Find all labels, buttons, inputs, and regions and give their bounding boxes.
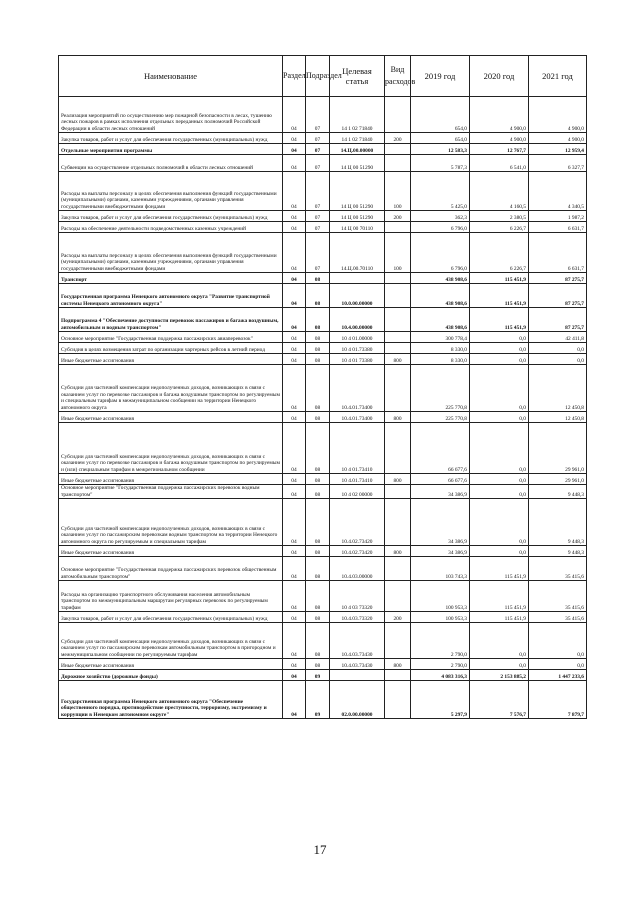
table-row [59, 354, 587, 365]
row-2020-cell: 0,0 [470, 423, 529, 474]
table-row [59, 308, 587, 332]
row-2021-cell: 87 275,7 [529, 284, 587, 308]
row-expense-type-cell [385, 365, 411, 412]
row-2019-cell: 6 796,0 [411, 233, 470, 273]
row-expense-type-cell: 800 [385, 474, 411, 485]
row-name-cell: Субсидии для частичной компенсации недополученных доходов, возникающих в связи с оказанием услуг по перевозке пассажиров и багажа воздушным транспортом по регулируемым и специальным тарифам в межмуниципальном сообщении на территории Ненецкого автономного округа [59, 365, 283, 412]
row-subsection-cell: 07 [306, 233, 330, 273]
row-2021-cell: 7 879,7 [529, 681, 587, 719]
row-section-cell: 04 [283, 144, 306, 155]
row-2019-cell: 34 386,9 [411, 485, 470, 499]
row-expense-type-cell [385, 557, 411, 581]
row-2020-cell: 0,0 [470, 474, 529, 485]
row-subsection-cell: 08 [306, 332, 330, 343]
row-expense-type-cell [385, 273, 411, 284]
page-number: 17 [313, 842, 327, 857]
row-2020-cell: 0,0 [470, 332, 529, 343]
row-target-cell: 10.4.02.73420 [330, 546, 385, 557]
row-2019-cell: 300 778,4 [411, 332, 470, 343]
row-2019-cell: 12 583,3 [411, 144, 470, 155]
row-target-cell: 10.4.03.73320 [330, 612, 385, 623]
row-expense-type-cell [385, 97, 411, 133]
row-2020-cell: 0,0 [470, 659, 529, 670]
row-name-cell: Субсидии для частичной компенсации недополученных доходов, возникающих в связи с оказанием услуг по пассажирским перевозкам автомобильным транспортом в пригородном и межмуниципальном сообщении по регулируемым тарифам [59, 623, 283, 659]
row-section-cell: 04 [283, 581, 306, 612]
row-2019-cell: 5 425,0 [411, 172, 470, 211]
row-section-cell: 04 [283, 343, 306, 354]
row-target-cell: 10 4 01.73380 [330, 343, 385, 354]
row-section-cell: 04 [283, 557, 306, 581]
row-target-cell: 10.4.01.73400 [330, 412, 385, 423]
row-subsection-cell: 08 [306, 557, 330, 581]
row-name-cell: Основное мероприятие "Государственная поддержка пассажирских перевозок водным транспортом" [59, 485, 283, 499]
row-2019-cell: 100 953,3 [411, 612, 470, 623]
row-expense-type-cell: 200 [385, 612, 411, 623]
row-subsection-cell: 07 [306, 172, 330, 211]
row-target-cell: 02.0.00.00000 [330, 681, 385, 719]
row-name-cell: Закупка товаров, работ и услуг для обеспечения государственных (муниципальных) нужд [59, 211, 283, 222]
table-row [59, 144, 587, 155]
row-2021-cell: 29 961,0 [529, 423, 587, 474]
row-subsection-cell: 09 [306, 670, 330, 681]
row-target-cell: 10 4 03 73320 [330, 581, 385, 612]
row-section-cell: 04 [283, 211, 306, 222]
row-2019-cell: 438 908,6 [411, 273, 470, 284]
row-2021-cell: 12 959,4 [529, 144, 587, 155]
row-target-cell: 10.4.01.73400 [330, 365, 385, 412]
row-2021-cell: 0,0 [529, 343, 587, 354]
row-subsection-cell: 07 [306, 211, 330, 222]
row-2019-cell: 438 908,6 [411, 284, 470, 308]
row-subsection-cell: 08 [306, 499, 330, 546]
header-2019: 2019 год [411, 56, 470, 97]
row-expense-type-cell [385, 284, 411, 308]
row-section-cell: 04 [283, 412, 306, 423]
row-expense-type-cell [385, 623, 411, 659]
row-2021-cell: 0,0 [529, 659, 587, 670]
row-2019-cell: 6 796,0 [411, 222, 470, 233]
row-target-cell: 10.4.03.00000 [330, 557, 385, 581]
row-subsection-cell: 09 [306, 681, 330, 719]
row-expense-type-cell [385, 343, 411, 354]
row-name-cell: Субсидия в целях возмещения затрат по организации чартерных рейсов в летний период [59, 343, 283, 354]
row-2019-cell: 225 770,8 [411, 365, 470, 412]
row-name-cell: Подпрограмма 4 "Обеспечение доступности перевозок пассажиров и багажа воздушным, автомобильным и водным транспортом" [59, 308, 283, 332]
row-subsection-cell: 08 [306, 581, 330, 612]
row-2019-cell: 2 790,0 [411, 659, 470, 670]
row-2021-cell: 1 987,2 [529, 211, 587, 222]
table-row [59, 581, 587, 612]
row-target-cell: 14 Ц 00 51290 [330, 172, 385, 211]
header-2021: 2021 год [529, 56, 587, 97]
row-subsection-cell: 08 [306, 485, 330, 499]
row-name-cell: Субсидии для частичной компенсации недополученных доходов, возникающих в связи с оказанием услуг по пассажирским перевозкам водным транспортом на территории Ненецкого автономного округа по регулируемым и специальным тарифам [59, 499, 283, 546]
row-2020-cell: 0,0 [470, 365, 529, 412]
row-section-cell: 04 [283, 474, 306, 485]
row-name-cell: Расходы на выплаты персоналу в целях обеспечения выполнения функций государственными (муниципальными) органами, казенными учреждениями, органами управления государственными внебюджетными фондами [59, 172, 283, 211]
table-row [59, 211, 587, 222]
budget-table [58, 55, 587, 719]
row-2020-cell: 0,0 [470, 546, 529, 557]
row-2020-cell: 12 767,7 [470, 144, 529, 155]
table-row [59, 485, 587, 499]
row-target-cell: 10 4 01.73410 [330, 423, 385, 474]
table-row [59, 343, 587, 354]
table-row [59, 155, 587, 172]
row-2019-cell: 34 386,9 [411, 499, 470, 546]
row-2021-cell: 0,0 [529, 354, 587, 365]
row-section-cell: 04 [283, 308, 306, 332]
row-2020-cell: 0,0 [470, 623, 529, 659]
row-section-cell: 04 [283, 155, 306, 172]
row-2021-cell: 9 448,3 [529, 485, 587, 499]
row-target-cell: 10 4 01.00000 [330, 332, 385, 343]
header-name: Наименование [59, 56, 283, 97]
row-target-cell [330, 273, 385, 284]
row-expense-type-cell [385, 581, 411, 612]
row-section-cell: 04 [283, 546, 306, 557]
row-expense-type-cell [385, 222, 411, 233]
row-name-cell: Реализация мероприятий по осуществлению мер пожарной безопасности в лесах, тушению лесных пожаров в рамках исполнения отдельных переданных полномочий Российской Федерации в области лесных отношений [59, 97, 283, 133]
table-row [59, 97, 587, 133]
row-section-cell: 04 [283, 332, 306, 343]
row-2021-cell: 87 275,7 [529, 308, 587, 332]
row-section-cell: 04 [283, 222, 306, 233]
row-target-cell: 10 4 01 73380 [330, 354, 385, 365]
table-row [59, 612, 587, 623]
row-2020-cell: 2 380,5 [470, 211, 529, 222]
row-section-cell: 04 [283, 133, 306, 144]
row-2021-cell: 42 411,8 [529, 332, 587, 343]
row-subsection-cell: 08 [306, 423, 330, 474]
row-target-cell: 10.4.02.73420 [330, 499, 385, 546]
row-expense-type-cell: 100 [385, 172, 411, 211]
row-target-cell [330, 670, 385, 681]
table-row [59, 659, 587, 670]
row-2021-cell: 4 900,0 [529, 133, 587, 144]
row-name-cell: Государственная программа Ненецкого автономного округа "Развитие транспортной системы Ненецкого автономного округа" [59, 284, 283, 308]
row-2019-cell: 8 330,0 [411, 343, 470, 354]
row-2020-cell: 115 451,9 [470, 284, 529, 308]
row-expense-type-cell: 100 [385, 233, 411, 273]
row-2020-cell: 115 451,9 [470, 273, 529, 284]
row-section-cell: 04 [283, 659, 306, 670]
row-2020-cell: 0,0 [470, 343, 529, 354]
row-name-cell: Дорожное хозяйство (дорожные фонды) [59, 670, 283, 681]
header-row [59, 56, 587, 97]
row-section-cell: 04 [283, 485, 306, 499]
row-name-cell: Иные бюджетные ассигнования [59, 474, 283, 485]
row-name-cell: Иные бюджетные ассигнования [59, 412, 283, 423]
row-target-cell: 14 Ц 00 70110 [330, 222, 385, 233]
table-row [59, 623, 587, 659]
row-name-cell: Закупка товаров, работ и услуг для обеспечения государственных (муниципальных) нужд [59, 133, 283, 144]
row-2020-cell: 0,0 [470, 412, 529, 423]
row-2020-cell: 115 451,9 [470, 612, 529, 623]
row-2020-cell: 115 451,9 [470, 308, 529, 332]
row-2020-cell: 0,0 [470, 499, 529, 546]
row-subsection-cell: 08 [306, 412, 330, 423]
row-subsection-cell: 08 [306, 659, 330, 670]
row-section-cell: 04 [283, 354, 306, 365]
row-target-cell: 14 1 02 71840 [330, 133, 385, 144]
row-2020-cell: 6 226,7 [470, 233, 529, 273]
row-name-cell: Расходы на обеспечение деятельности подведомственных казенных учреждений [59, 222, 283, 233]
row-2019-cell: 5 787,3 [411, 155, 470, 172]
row-2020-cell: 0,0 [470, 485, 529, 499]
header-subsection: Подраздел [306, 56, 330, 97]
row-2020-cell: 4 900,0 [470, 133, 529, 144]
row-name-cell: Транспорт [59, 273, 283, 284]
row-expense-type-cell: 200 [385, 133, 411, 144]
row-name-cell: Государственная программа Ненецкого автономного округа "Обеспечение общественного порядка, противодействие преступности, терроризму, экстремизму и коррупции в Ненецком автономном округе" [59, 681, 283, 719]
row-2019-cell: 103 743,3 [411, 557, 470, 581]
row-section-cell: 04 [283, 681, 306, 719]
row-2020-cell: 115 451,9 [470, 581, 529, 612]
header-expense-type: Вид расходов [385, 56, 411, 97]
row-section-cell: 04 [283, 423, 306, 474]
row-expense-type-cell: 800 [385, 354, 411, 365]
row-section-cell: 04 [283, 623, 306, 659]
row-2019-cell: 438 908,6 [411, 308, 470, 332]
row-subsection-cell: 08 [306, 612, 330, 623]
row-target-cell: 10 4.01.73410 [330, 474, 385, 485]
row-subsection-cell: 08 [306, 365, 330, 412]
table-row [59, 412, 587, 423]
table-row [59, 332, 587, 343]
row-name-cell: Отдельные мероприятия программы [59, 144, 283, 155]
row-name-cell: Иные бюджетные ассигнования [59, 659, 283, 670]
row-name-cell: Иные бюджетные ассигнования [59, 354, 283, 365]
row-2020-cell: 2 153 885,2 [470, 670, 529, 681]
row-name-cell: Основное мероприятие "Государственная поддержка пассажирских авиаперевозок" [59, 332, 283, 343]
row-2021-cell: 4 900,0 [529, 97, 587, 133]
row-expense-type-cell [385, 670, 411, 681]
row-2019-cell: 225 770,8 [411, 412, 470, 423]
row-2021-cell: 35 415,6 [529, 581, 587, 612]
row-target-cell: 10.4.00.00000 [330, 308, 385, 332]
row-name-cell: Субсидии для частичной компенсации недополученных доходов, возникающих в связи с оказанием услуг по перевозке пассажиров и багажа воздушным транспортом по регулируемым и (или) специальным тарифам в межрегиональном сообщении [59, 423, 283, 474]
row-expense-type-cell: 800 [385, 659, 411, 670]
row-2019-cell: 100 953,3 [411, 581, 470, 612]
row-2019-cell: 66 677,6 [411, 474, 470, 485]
row-2019-cell: 66 677,6 [411, 423, 470, 474]
row-2019-cell: 654,0 [411, 97, 470, 133]
row-name-cell: Иные бюджетные ассигнования [59, 546, 283, 557]
row-target-cell: 14 Ц 00 51290 [330, 211, 385, 222]
row-subsection-cell: 07 [306, 222, 330, 233]
row-2020-cell: 0,0 [470, 354, 529, 365]
row-name-cell: Расходы на организацию транспортного обслуживания населения автомобильным транспортом по межмуниципальным маршрутам регулярных перевозок по регулируемым тарифам [59, 581, 283, 612]
row-expense-type-cell [385, 423, 411, 474]
row-2019-cell: 2 790,0 [411, 623, 470, 659]
row-2020-cell: 6 541,0 [470, 155, 529, 172]
row-subsection-cell: 08 [306, 354, 330, 365]
table-row [59, 557, 587, 581]
row-2020-cell: 115 451,9 [470, 557, 529, 581]
table-row [59, 222, 587, 233]
row-target-cell: 14.Ц.00.70110 [330, 233, 385, 273]
table-row [59, 474, 587, 485]
row-2021-cell: 6 631,7 [529, 222, 587, 233]
row-2021-cell: 9 448,3 [529, 499, 587, 546]
table-row [59, 365, 587, 412]
row-2021-cell: 29 961,0 [529, 474, 587, 485]
row-2021-cell: 1 447 233,6 [529, 670, 587, 681]
row-expense-type-cell [385, 499, 411, 546]
row-name-cell: Расходы на выплаты персоналу в целях обеспечения выполнения функций государственными (муниципальными) органами, казенными учреждениями, органами управления государственными внебюджетными фондами [59, 233, 283, 273]
row-subsection-cell: 07 [306, 97, 330, 133]
row-subsection-cell: 08 [306, 474, 330, 485]
row-subsection-cell: 07 [306, 144, 330, 155]
table-row [59, 499, 587, 546]
row-2020-cell: 6 226,7 [470, 222, 529, 233]
row-section-cell: 04 [283, 499, 306, 546]
row-subsection-cell: 08 [306, 284, 330, 308]
row-expense-type-cell [385, 155, 411, 172]
row-target-cell: 14.Ц.00.00000 [330, 144, 385, 155]
row-target-cell: 10 4 02 00000 [330, 485, 385, 499]
table-row [59, 423, 587, 474]
table-row [59, 172, 587, 211]
row-2021-cell: 12 450,8 [529, 365, 587, 412]
row-section-cell: 04 [283, 97, 306, 133]
row-expense-type-cell [385, 485, 411, 499]
row-subsection-cell: 08 [306, 343, 330, 354]
row-2019-cell: 4 083 316,3 [411, 670, 470, 681]
row-target-cell: 10.4.03.73430 [330, 659, 385, 670]
row-2020-cell: 7 576,7 [470, 681, 529, 719]
row-2021-cell: 9 448,3 [529, 546, 587, 557]
table-row [59, 133, 587, 144]
header-target: Целевая статья [330, 56, 385, 97]
row-target-cell: 10.0.00.00000 [330, 284, 385, 308]
header-2020: 2020 год [470, 56, 529, 97]
row-2019-cell: 654,0 [411, 133, 470, 144]
table-row [59, 273, 587, 284]
row-section-cell: 04 [283, 172, 306, 211]
row-2021-cell: 12 450,8 [529, 412, 587, 423]
table-row [59, 233, 587, 273]
row-subsection-cell: 08 [306, 546, 330, 557]
row-expense-type-cell [385, 332, 411, 343]
row-2020-cell: 4 160,5 [470, 172, 529, 211]
row-2021-cell: 35 415,6 [529, 557, 587, 581]
row-name-cell: Основное мероприятие "Государственная поддержка пассажирских перевозок общественным автомобильным транспортом" [59, 557, 283, 581]
row-name-cell: Закупка товаров, работ и услуг для обеспечения государственных (муниципальных) нужд [59, 612, 283, 623]
row-subsection-cell: 07 [306, 155, 330, 172]
row-section-cell: 04 [283, 365, 306, 412]
row-subsection-cell: 08 [306, 273, 330, 284]
row-2021-cell: 6 631,7 [529, 233, 587, 273]
row-2021-cell: 35 415,6 [529, 612, 587, 623]
row-section-cell: 04 [283, 670, 306, 681]
row-subsection-cell: 08 [306, 308, 330, 332]
row-2019-cell: 5 297,9 [411, 681, 470, 719]
row-section-cell: 04 [283, 284, 306, 308]
row-expense-type-cell: 800 [385, 546, 411, 557]
row-expense-type-cell [385, 308, 411, 332]
row-name-cell: Субвенции на осуществление отдельных полномочий в области лесных отношений [59, 155, 283, 172]
header-section: Раздел [283, 56, 306, 97]
row-subsection-cell: 08 [306, 623, 330, 659]
row-2021-cell: 87 275,7 [529, 273, 587, 284]
row-expense-type-cell: 800 [385, 412, 411, 423]
row-section-cell: 04 [283, 273, 306, 284]
row-2021-cell: 0,0 [529, 623, 587, 659]
row-section-cell: 04 [283, 233, 306, 273]
row-target-cell: 14 1 02 71840 [330, 97, 385, 133]
row-section-cell: 04 [283, 612, 306, 623]
table-row [59, 284, 587, 308]
row-expense-type-cell [385, 144, 411, 155]
row-2019-cell: 362,3 [411, 211, 470, 222]
row-expense-type-cell [385, 681, 411, 719]
row-expense-type-cell: 200 [385, 211, 411, 222]
row-2019-cell: 8 330,0 [411, 354, 470, 365]
row-2020-cell: 4 900,0 [470, 97, 529, 133]
row-target-cell: 14 Ц 00 51290 [330, 155, 385, 172]
row-target-cell: 10.4.03.73430 [330, 623, 385, 659]
row-2019-cell: 34 386,9 [411, 546, 470, 557]
table-row [59, 681, 587, 719]
row-subsection-cell: 07 [306, 133, 330, 144]
row-2021-cell: 6 327,7 [529, 155, 587, 172]
table-row [59, 546, 587, 557]
row-2021-cell: 4 340,5 [529, 172, 587, 211]
table-row [59, 670, 587, 681]
